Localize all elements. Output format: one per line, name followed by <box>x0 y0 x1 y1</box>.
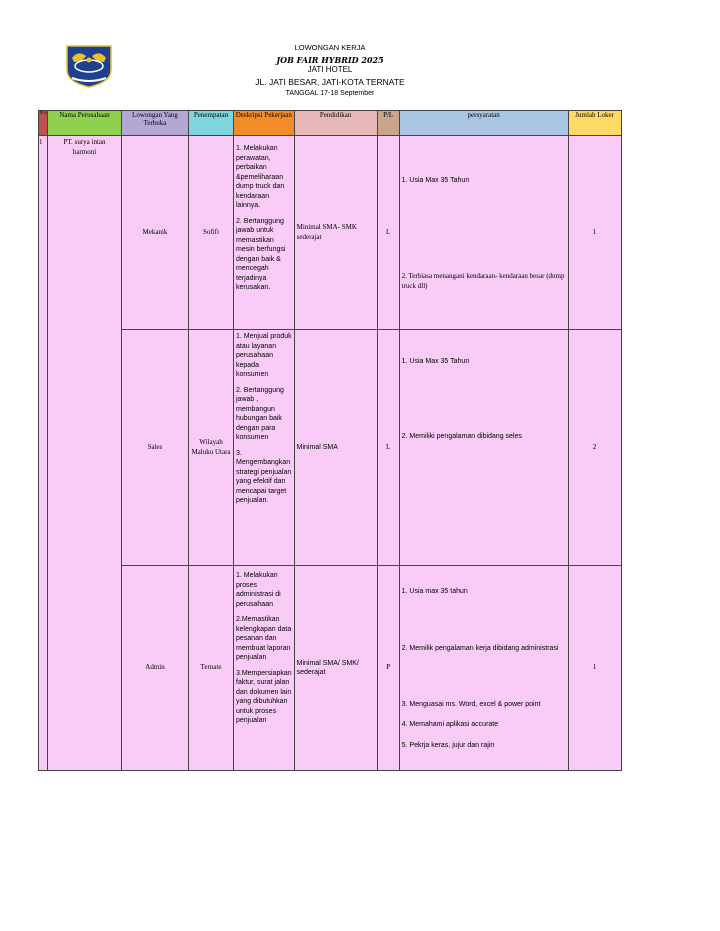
requirements <box>399 566 568 771</box>
col-header-persyaratan: persyaratan <box>399 111 568 136</box>
description-item: 1. Melakukan perawatan, perbaikan &pemeliharaan dump truck dan kendaraan lainnya. <box>236 145 285 209</box>
table-row <box>39 136 622 330</box>
requirement-item: 4. Memahami aplikasi accurate <box>401 721 499 728</box>
vacancy-count: 2 <box>568 330 621 566</box>
job-description <box>234 136 295 330</box>
col-header-pendidikan: Pendidikan <box>294 111 377 136</box>
vacancy-position: Admin <box>122 566 189 771</box>
col-header-no: N o <box>39 111 48 136</box>
description-item: 3. Mengembangkan strategi penjualan yang efektif dan mencapai target penjualan. <box>236 449 292 504</box>
header-title: LOWONGAN KERJA <box>294 43 366 52</box>
col-header-nama: Nama Perusahaan <box>48 111 122 136</box>
col-header-lowongan: Lowongan Yang Terbuka <box>122 111 189 136</box>
requirement-item: 2. Memiliki pengalaman dibidang seles <box>401 433 522 440</box>
gender: L <box>377 330 399 566</box>
header-event: JOB FAIR HYBRID 2025 <box>276 55 384 65</box>
requirement-item: 1. Usia Max 35 Tahun <box>401 358 470 365</box>
col-header-deskripsi: Deskripsi Pekerjaan <box>234 111 295 136</box>
company-name: PT. surya intan harmoni <box>48 136 122 771</box>
description-item: 3.Mempersiapkan faktur, surat jalan dan dokumen lain yang dibutuhkan untuk proses penjualan <box>236 669 292 724</box>
description-item: 1. Menjual produk atau layanan perusahaan kepada konsumen <box>236 333 292 378</box>
job-description <box>234 330 295 566</box>
description-item: 1. Melakukan proses administrasi di perusahaan <box>236 572 281 608</box>
vacancy-count: 1 <box>568 566 621 771</box>
requirement-item: 2. Memilik pengalaman kerja dibidang administrasi <box>401 645 559 652</box>
education: Minimal SMA/ SMK/ sederajat <box>294 566 377 771</box>
header-venue: JATI HOTEL <box>307 65 353 74</box>
requirement-item: 2. Terbiasa menangani kendaraan- kendaraan besar (dump truck dll) <box>401 272 565 290</box>
col-header-penempatan: Penempatan <box>189 111 234 136</box>
requirements <box>399 330 568 566</box>
table-row <box>39 566 622 771</box>
requirement-item: 1. Usia max 35 tahun <box>401 588 468 595</box>
header-date: TANGGAL 17-18 September <box>285 90 375 97</box>
col-header-pl: P/L <box>377 111 399 136</box>
gender: P <box>377 566 399 771</box>
job-description <box>234 566 295 771</box>
requirements <box>399 136 568 330</box>
description-item: 2. Bertanggung jawab , membangun hubungan baik dengan para konsumen <box>236 386 284 441</box>
placement: Wilayah Maluku Utara <box>189 330 234 566</box>
placement: Ternate <box>189 566 234 771</box>
vacancy-position: Sales <box>122 330 189 566</box>
description-item: 2.Memastikan kelengkapan data pesanan dan membuat laporan penjualan <box>236 616 292 661</box>
job-vacancy-table <box>38 110 622 771</box>
table-row <box>39 330 622 566</box>
vacancy-count: 1 <box>568 136 621 330</box>
table-header-row <box>39 111 622 136</box>
header-address: JL. JATI BESAR, JATI-KOTA TERNATE <box>255 77 405 87</box>
requirement-item: 1. Usia Max 35 Tahun <box>401 177 470 184</box>
row-number: 1 <box>39 136 48 771</box>
col-header-jumlah: Jumlah Loker <box>568 111 621 136</box>
education: Minimal SMA- SMK sederajat <box>294 136 377 330</box>
description-item: 2. Bertanggung jawab untuk memastikan mesin berfungsi dengan baik & mencegah terjadinya kerusakan. <box>236 217 286 291</box>
requirement-item: 5. Pekrja keras, jujur dan rajin <box>401 742 495 749</box>
vacancy-position: Mekanik <box>122 136 189 330</box>
education: Minimal SMA <box>294 330 377 566</box>
gender: L <box>377 136 399 330</box>
requirement-item: 3. Menguasai ms. Word, excel & power point <box>401 701 541 708</box>
placement: Sofifi <box>189 136 234 330</box>
